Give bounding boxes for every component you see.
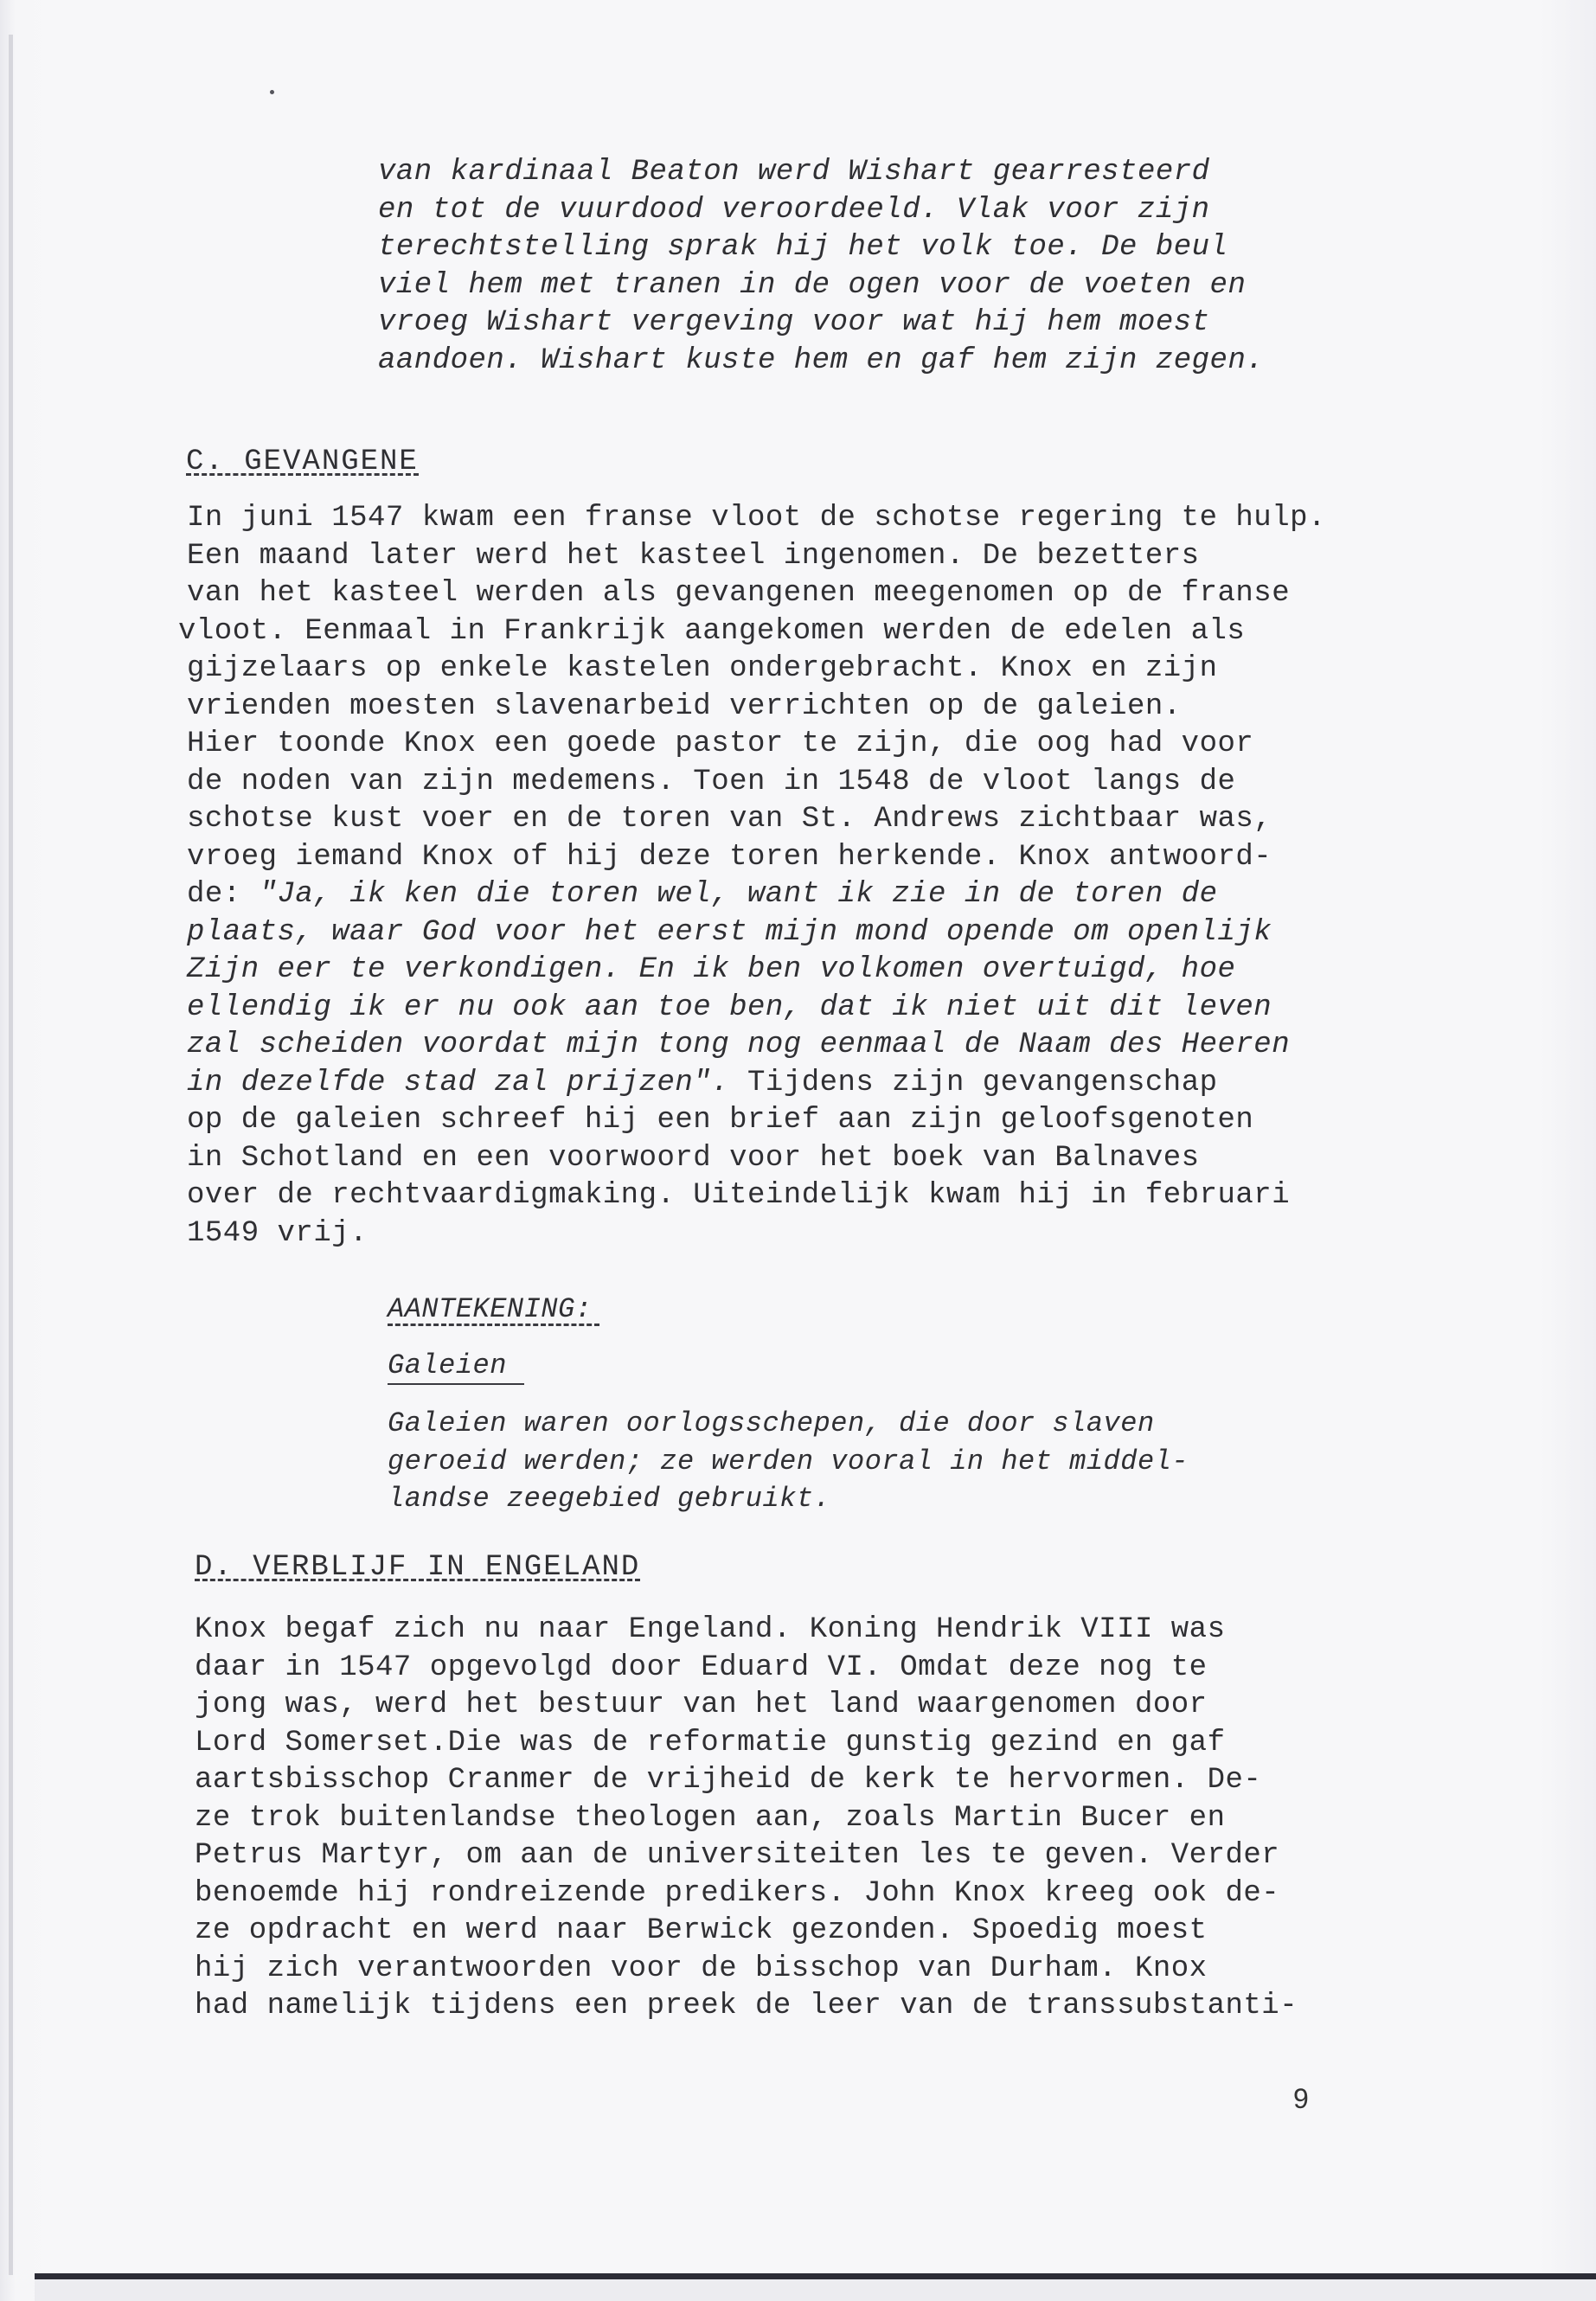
quote-prefix: de: [187, 878, 260, 911]
knox-quote-line: in dezelfde stad zal prijzen". [187, 1066, 730, 1099]
section-d-heading-text: D. VERBLIJF IN ENGELAND [195, 1551, 641, 1584]
note-body [388, 1405, 1189, 1518]
quote-top-line: terechtstelling sprak hij het volk toe. De beul [378, 231, 1228, 264]
after-quote: Tijdens zijn gevangenschap [729, 1066, 1218, 1099]
body-line: ze trok buitenlandse theologen aan, zoals Martin Bucer en [195, 1801, 1226, 1835]
body-line: vroeg iemand Knox of hij deze toren herkende. Knox antwoord- [187, 840, 1272, 874]
speck [270, 90, 274, 94]
body-line: in Schotland en een voorwoord voor het boek van Balnaves [187, 1141, 1200, 1175]
quote-top-line: viel hem met tranen in de ogen voor de voeten en [378, 268, 1247, 302]
knox-quote-line: plaats, waar God voor het eerst mijn mond opende om openlijk [187, 915, 1272, 949]
body-line: jong was, werd het bestuur van het land waargenomen door [195, 1689, 1208, 1721]
body-line: de noden van zijn medemens. Toen in 1548 de vloot langs de [187, 765, 1236, 798]
body-line: ze opdracht en werd naar Berwick gezonden. Spoedig moest [195, 1914, 1208, 1947]
body-line: op de galeien schreef hij een brief aan zijn geloofsgenoten [187, 1104, 1254, 1137]
binding-spine [9, 35, 13, 2275]
knox-quote-line: ellendig ik er nu ook aan toe ben, dat ik niet uit dit leven [187, 990, 1272, 1024]
body-line: Lord Somerset.Die was de reformatie gunstig gezind en gaf [195, 1726, 1226, 1759]
body-line: aartsbisschop Cranmer de vrijheid de kerk te hervormen. De- [195, 1764, 1262, 1797]
body-line: daar in 1547 opgevolgd door Eduard VI. Omdat deze nog te [195, 1650, 1208, 1684]
body-line-quote-end [187, 1065, 1326, 1103]
note-title-text: Galeien [388, 1349, 507, 1381]
body-line: vloot. Eenmaal in Frankrijk aangekomen werden de edelen als [178, 614, 1246, 648]
body-line: Knox begaf zich nu naar Engeland. Koning Hendrik VIII was [195, 1613, 1226, 1646]
body-line-quote-start [187, 876, 1326, 914]
quote-top-line: aandoen. Wishart kuste hem en gaf hem zijn zegen. [378, 343, 1265, 377]
note-title [388, 1349, 524, 1385]
body-line: schotse kust voer en de toren van St. Andrews zichtbaar was, [187, 803, 1272, 836]
body-line: Hier toonde Knox een goede pastor te zijn, die oog had voor [187, 727, 1254, 760]
body-line: Een maand later werd het kasteel ingenomen. De bezetters [187, 539, 1200, 573]
section-d-heading [195, 1551, 641, 1584]
knox-quote-line: zal scheiden voordat mijn tong nog eenmaal de Naam des Heeren [187, 1029, 1291, 1061]
body-line: hij zich verantwoorden voor de bisschop van Durham. Knox [195, 1952, 1208, 1985]
note-line: geroeid werden; ze werden vooral in het middel- [388, 1445, 1189, 1477]
body-line: van het kasteel werden als gevangenen meegenomen op de franse [187, 577, 1291, 610]
note-line: landse zeegebied gebruikt. [388, 1483, 831, 1515]
quote-top-line: vroeg Wishart vergeving voor wat hij hem moest [378, 306, 1210, 339]
body-line: Petrus Martyr, om aan de universiteiten les te geven. Verder [195, 1839, 1280, 1872]
note-label-text: AANTEKENING: [388, 1293, 593, 1325]
body-line: In juni 1547 kwam een franse vloot de schotse regering te hulp. [187, 502, 1326, 535]
note-title-underline [388, 1383, 524, 1385]
section-c-heading-text: C. GEVANGENE [186, 445, 419, 478]
page-bottom-margin [35, 2279, 1596, 2301]
quote-top-line: en tot de vuurdood veroordeeld. Vlak voor zijn [378, 193, 1210, 227]
body-line: 1549 vrij. [187, 1216, 369, 1250]
page-bottom-edge [35, 2273, 1596, 2279]
page-number: 9 [1293, 2083, 1309, 2114]
section-d-body [195, 1612, 1298, 2026]
note-label [388, 1293, 599, 1326]
quote-top-line: van kardinaal Beaton werd Wishart gearresteerd [378, 156, 1210, 189]
knox-quote-line: "Ja, ik ken die toren wel, want ik zie in de toren de [259, 878, 1218, 911]
knox-quote-line: Zijn eer te verkondigen. En ik ben volkomen overtuigd, hoe [187, 953, 1236, 986]
body-line: gijzelaars op enkele kastelen ondergebracht. Knox en zijn [187, 652, 1218, 685]
body-line: vrienden moesten slavenarbeid verrichten op de galeien. [187, 689, 1182, 723]
body-line: over de rechtvaardigmaking. Uiteindelijk kwam hij in februari [187, 1179, 1291, 1212]
note-line: Galeien waren oorlogsschepen, die door slaven [388, 1407, 1155, 1439]
body-line: benoemde hij rondreizende predikers. John Knox kreeg ook de- [195, 1876, 1280, 1910]
section-c-heading [186, 445, 419, 476]
section-c-body [178, 500, 1326, 1253]
quote-top [378, 154, 1264, 380]
body-line: had namelijk tijdens een preek de leer van de transsubstanti- [195, 1990, 1298, 2022]
